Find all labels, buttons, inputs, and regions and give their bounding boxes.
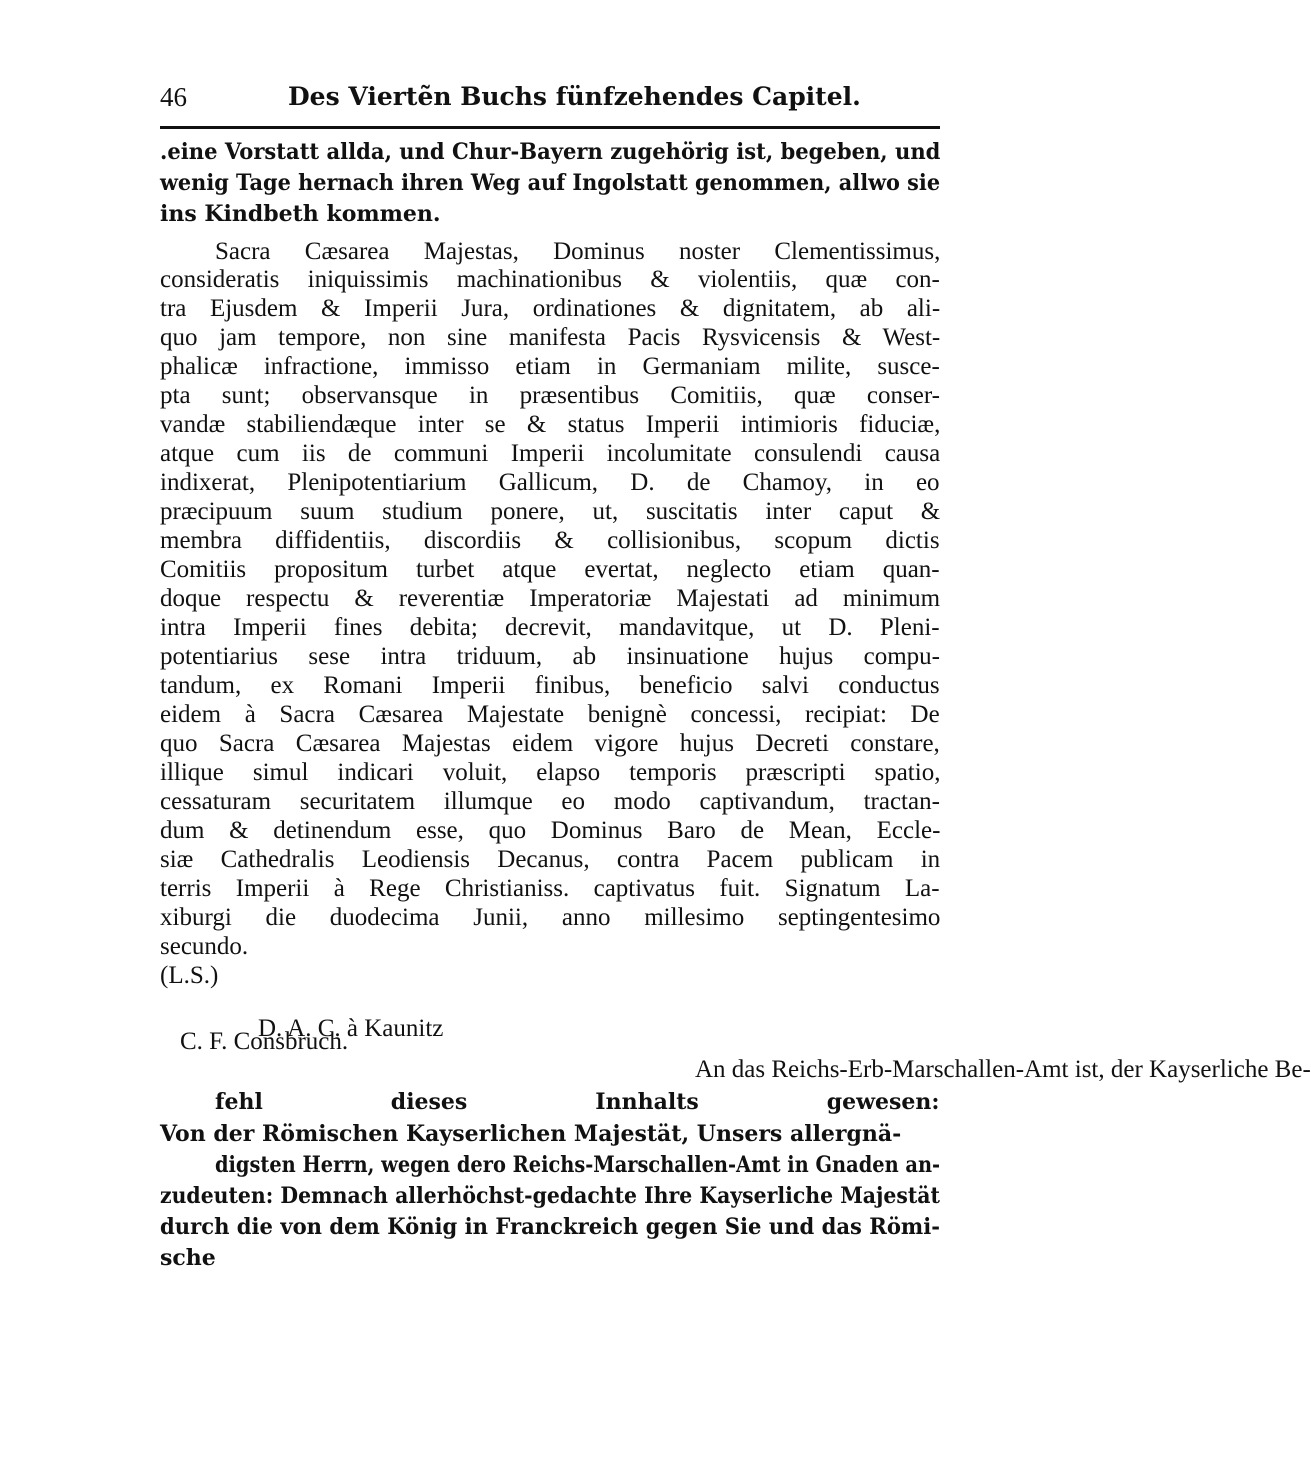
text-line: cessaturam securitatem illumque eo modo captivandum, tractan- bbox=[160, 788, 940, 815]
text-line: An das Reichs-Erb-Marschallen-Amt ist, der Kayserliche Be- bbox=[695, 1056, 1311, 1083]
text-line: terris Imperii à Rege Christianiss. captivatus fuit. Signatum La- bbox=[160, 875, 940, 902]
header-rule bbox=[160, 126, 940, 129]
text-line: durch die von dem König in Franckreich gegen Sie und das Römi- bbox=[160, 1214, 941, 1240]
text-line: secundo. bbox=[160, 933, 249, 960]
text-line: tandum, ex Romani Imperii finibus, beneficio salvi conductus bbox=[160, 672, 940, 699]
text-line: wenig Tage hernach ihren Weg auf Ingolstatt genommen, allwo sie bbox=[160, 170, 941, 196]
text-line: Von der Römischen Kayserlichen Majestät, Unsers allergnä- bbox=[160, 1121, 902, 1147]
text-line: pta sunt; observansque in præsentibus Comitiis, quæ conser- bbox=[160, 382, 941, 409]
text-line: vandæ stabiliendæque inter se & status Imperii intimioris fiduciæ, bbox=[160, 411, 941, 438]
text-line: sche bbox=[160, 1245, 216, 1271]
text-line: consideratis iniquissimis machinationibus & violentiis, quæ con- bbox=[160, 266, 940, 293]
text-line: quo jam tempore, non sine manifesta Pacis Rysvicensis & West- bbox=[160, 324, 941, 351]
text-line: dum & detinendum esse, quo Dominus Baro de Mean, Eccle- bbox=[160, 817, 941, 844]
text-line: D. A. C. à Kaunitz bbox=[258, 1015, 444, 1042]
text-line: doque respectu & reverentiæ Imperatoriæ Majestati ad minimum bbox=[160, 585, 941, 612]
text-line: ins Kindbeth kommen. bbox=[160, 201, 441, 227]
text-line: quo Sacra Cæsarea Majestas eidem vigore hujus Decreti constare, bbox=[160, 730, 940, 757]
text-line: indixerat, Plenipotentiarium Gallicum, D. de Chamoy, in eo bbox=[160, 469, 940, 496]
text-line: digsten Herrn, wegen dero Reichs-Marschallen-Amt in Gnaden an- bbox=[215, 1152, 941, 1178]
text-line: Comitiis propositum turbet atque evertat, neglecto etiam quan- bbox=[160, 556, 940, 583]
text-line: fehl dieses Innhalts gewesen: bbox=[215, 1089, 940, 1115]
page-header bbox=[160, 78, 940, 114]
text-line: xiburgi die duodecima Junii, anno millesimo septingentesimo bbox=[160, 904, 941, 931]
text-line: Sacra Cæsarea Majestas, Dominus noster Clementissimus, bbox=[215, 238, 941, 265]
text-line: potentiarius sese intra triduum, ab insinuatione hujus compu- bbox=[160, 643, 940, 670]
text-line: siæ Cathedralis Leodiensis Decanus, contra Pacem publicam in bbox=[160, 846, 941, 873]
text-line: C. F. Consbruch. bbox=[180, 1028, 349, 1055]
text-line: tra Ejusdem & Imperii Jura, ordinationes & dignitatem, ab ali- bbox=[160, 295, 941, 322]
text-line: eidem à Sacra Cæsarea Majestate benignè concessi, recipiat: De bbox=[160, 701, 940, 728]
text-line: atque cum iis de communi Imperii incolumitate consulendi causa bbox=[160, 440, 941, 467]
page-number: 46 bbox=[160, 82, 187, 112]
running-title: Des Viertẽn Buchs fünfzehendes Capitel. bbox=[288, 82, 861, 111]
text-line: (L.S.) bbox=[160, 962, 219, 989]
text-line: .eine Vorstatt allda, und Chur-Bayern zugehörig ist, begeben, und bbox=[160, 139, 941, 165]
text-line: præcipuum suum studium ponere, ut, suscitatis inter caput & bbox=[160, 498, 941, 525]
text-line: intra Imperii fines debita; decrevit, mandavitque, ut D. Pleni- bbox=[160, 614, 940, 641]
text-line: membra diffidentiis, discordiis & collisionibus, scopum dictis bbox=[160, 527, 940, 554]
text-line: zudeuten: Demnach allerhöchst-gedachte Ihre Kayserliche Majestät bbox=[160, 1183, 940, 1209]
text-line: phalicæ infractione, immisso etiam in Germaniam milite, susce- bbox=[160, 353, 940, 380]
text-line: illique simul indicari voluit, elapso temporis præscripti spatio, bbox=[160, 759, 941, 786]
